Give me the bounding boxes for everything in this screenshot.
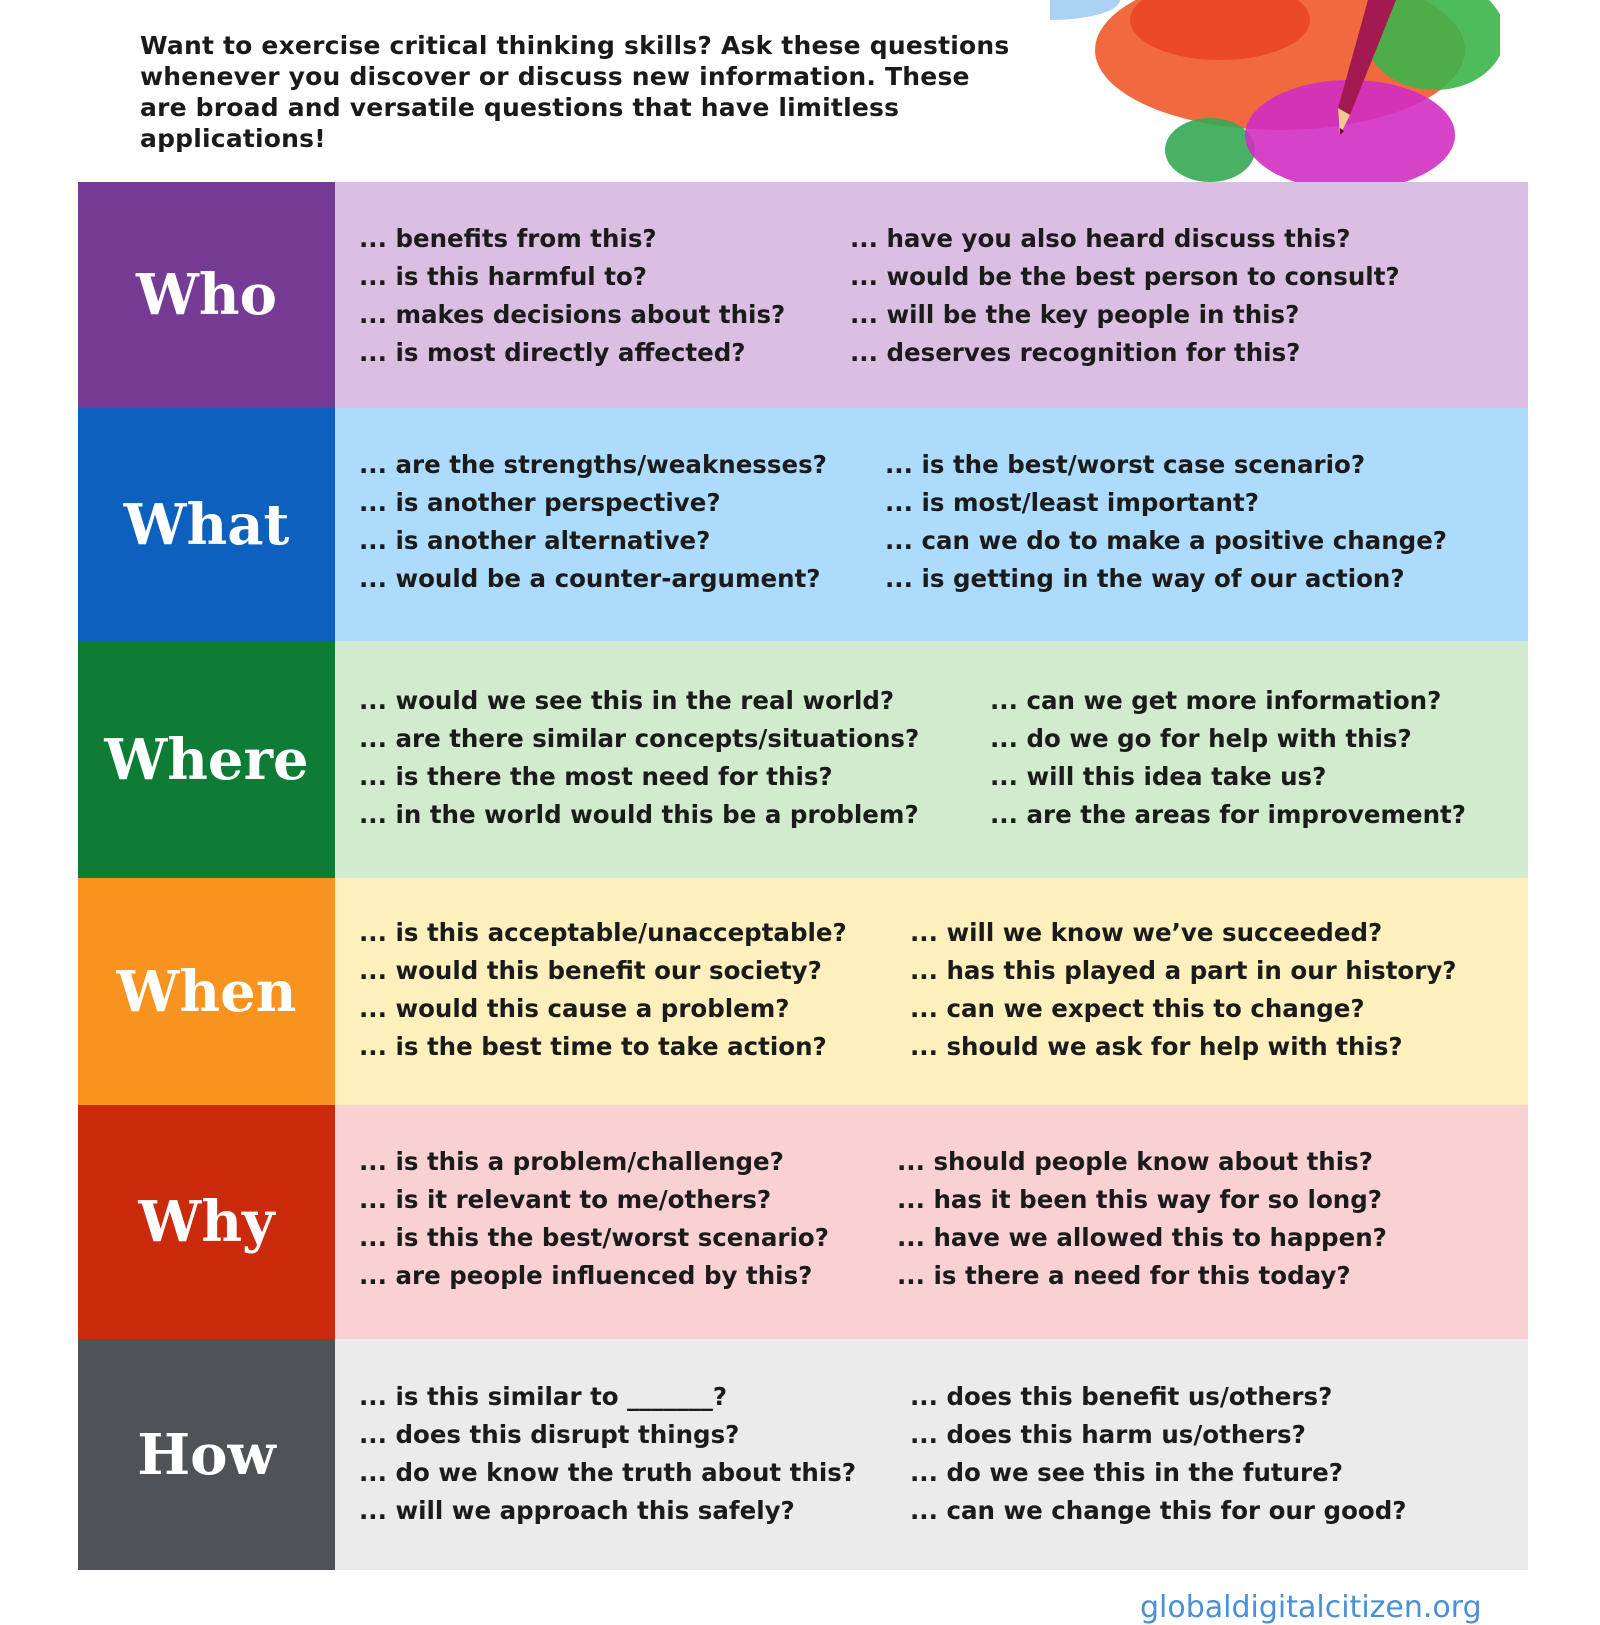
row-label-when: When [78, 878, 335, 1105]
question-item: ... is this the best/worst scenario? [359, 1223, 829, 1252]
row-when [78, 878, 1528, 1105]
questions-right [910, 914, 1457, 1066]
question-item: ... do we go for help with this? [990, 724, 1412, 753]
questions-right [990, 682, 1466, 834]
questions-why [335, 1105, 1528, 1339]
question-item: ... deserves recognition for this? [850, 338, 1301, 367]
row-what [78, 408, 1528, 641]
question-item: ... should people know about this? [897, 1147, 1373, 1176]
question-item: ... will be the key people in this? [850, 300, 1300, 329]
question-item: ... is this acceptable/unacceptable? [359, 918, 847, 947]
question-item: ... is another alternative? [359, 526, 711, 555]
question-item: ... has it been this way for so long? [897, 1185, 1382, 1214]
question-item: ... is it relevant to me/others? [359, 1185, 772, 1214]
row-label-where: Where [78, 641, 335, 878]
question-item: ... can we get more information? [990, 686, 1442, 715]
intro-text: Want to exercise critical thinking skills? Ask these questions whenever you discover or discuss new information. These are broad and versatile questions that have limitless applications! [140, 31, 1010, 153]
question-item: ... is this similar to _______? [359, 1382, 728, 1411]
questions-left [359, 446, 827, 598]
row-why [78, 1105, 1528, 1339]
questions-where [335, 641, 1528, 878]
row-where [78, 641, 1528, 878]
questions-left [359, 1143, 829, 1295]
questions-left [359, 1378, 856, 1530]
questions-left [359, 220, 785, 372]
question-item: ... makes decisions about this? [359, 300, 786, 329]
question-item: ... benefits from this? [359, 224, 657, 253]
question-item: ... do we know the truth about this? [359, 1458, 857, 1487]
scribble-blue [1050, 0, 1120, 20]
row-how [78, 1339, 1528, 1570]
questions-right [850, 220, 1400, 372]
question-item: ... is another perspective? [359, 488, 721, 517]
questions-right [910, 1378, 1406, 1530]
question-item: ... have we allowed this to happen? [897, 1223, 1387, 1252]
question-item: ... will we approach this safely? [359, 1496, 795, 1525]
question-item: ... does this disrupt things? [359, 1420, 740, 1449]
question-item: ... does this benefit us/others? [910, 1382, 1333, 1411]
question-item: ... can we expect this to change? [910, 994, 1365, 1023]
row-label-what: What [78, 408, 335, 641]
question-item: ... will we know we’ve succeeded? [910, 918, 1383, 947]
row-who [78, 182, 1528, 408]
question-item: ... are the areas for improvement? [990, 800, 1466, 829]
question-item: ... would be the best person to consult? [850, 262, 1400, 291]
question-item: ... would be a counter-argument? [359, 564, 821, 593]
question-item: ... would this benefit our society? [359, 956, 822, 985]
question-item: ... will this idea take us? [990, 762, 1327, 791]
questions-right [885, 446, 1447, 598]
questions-when [335, 878, 1528, 1105]
question-item: ... have you also heard discuss this? [850, 224, 1351, 253]
question-item: ... is most directly affected? [359, 338, 746, 367]
question-item: ... is getting in the way of our action? [885, 564, 1405, 593]
row-label-who: Who [78, 182, 335, 408]
crayon-brain-illustration [1050, 0, 1500, 182]
question-item: ... are the strengths/weaknesses? [359, 450, 827, 479]
question-item: ... would we see this in the real world? [359, 686, 895, 715]
questions-left [359, 914, 847, 1066]
questions-right [897, 1143, 1387, 1295]
question-item: ... is the best time to take action? [359, 1032, 827, 1061]
questions-how [335, 1339, 1528, 1570]
question-grid [78, 182, 1528, 1570]
question-item: ... is this harmful to? [359, 262, 647, 291]
question-item: ... does this harm us/others? [910, 1420, 1306, 1449]
question-item: ... is most/least important? [885, 488, 1259, 517]
questions-what [335, 408, 1528, 641]
question-item: ... are people influenced by this? [359, 1261, 813, 1290]
question-item: ... would this cause a problem? [359, 994, 790, 1023]
question-item: ... can we change this for our good? [910, 1496, 1407, 1525]
questions-who [335, 182, 1528, 408]
question-item: ... can we do to make a positive change? [885, 526, 1448, 555]
question-item: ... is the best/worst case scenario? [885, 450, 1366, 479]
footer-url[interactable]: globaldigitalcitizen.org [1140, 1590, 1482, 1625]
question-item: ... are there similar concepts/situations? [359, 724, 920, 753]
question-item: ... has this played a part in our history? [910, 956, 1457, 985]
question-item: ... is there the most need for this? [359, 762, 833, 791]
question-item: ... do we see this in the future? [910, 1458, 1343, 1487]
question-item: ... is there a need for this today? [897, 1261, 1351, 1290]
questions-left [359, 682, 919, 834]
row-label-how: How [78, 1339, 335, 1570]
question-item: ... should we ask for help with this? [910, 1032, 1403, 1061]
question-item: ... is this a problem/challenge? [359, 1147, 784, 1176]
question-item: ... in the world would this be a problem? [359, 800, 919, 829]
row-label-why: Why [78, 1105, 335, 1339]
